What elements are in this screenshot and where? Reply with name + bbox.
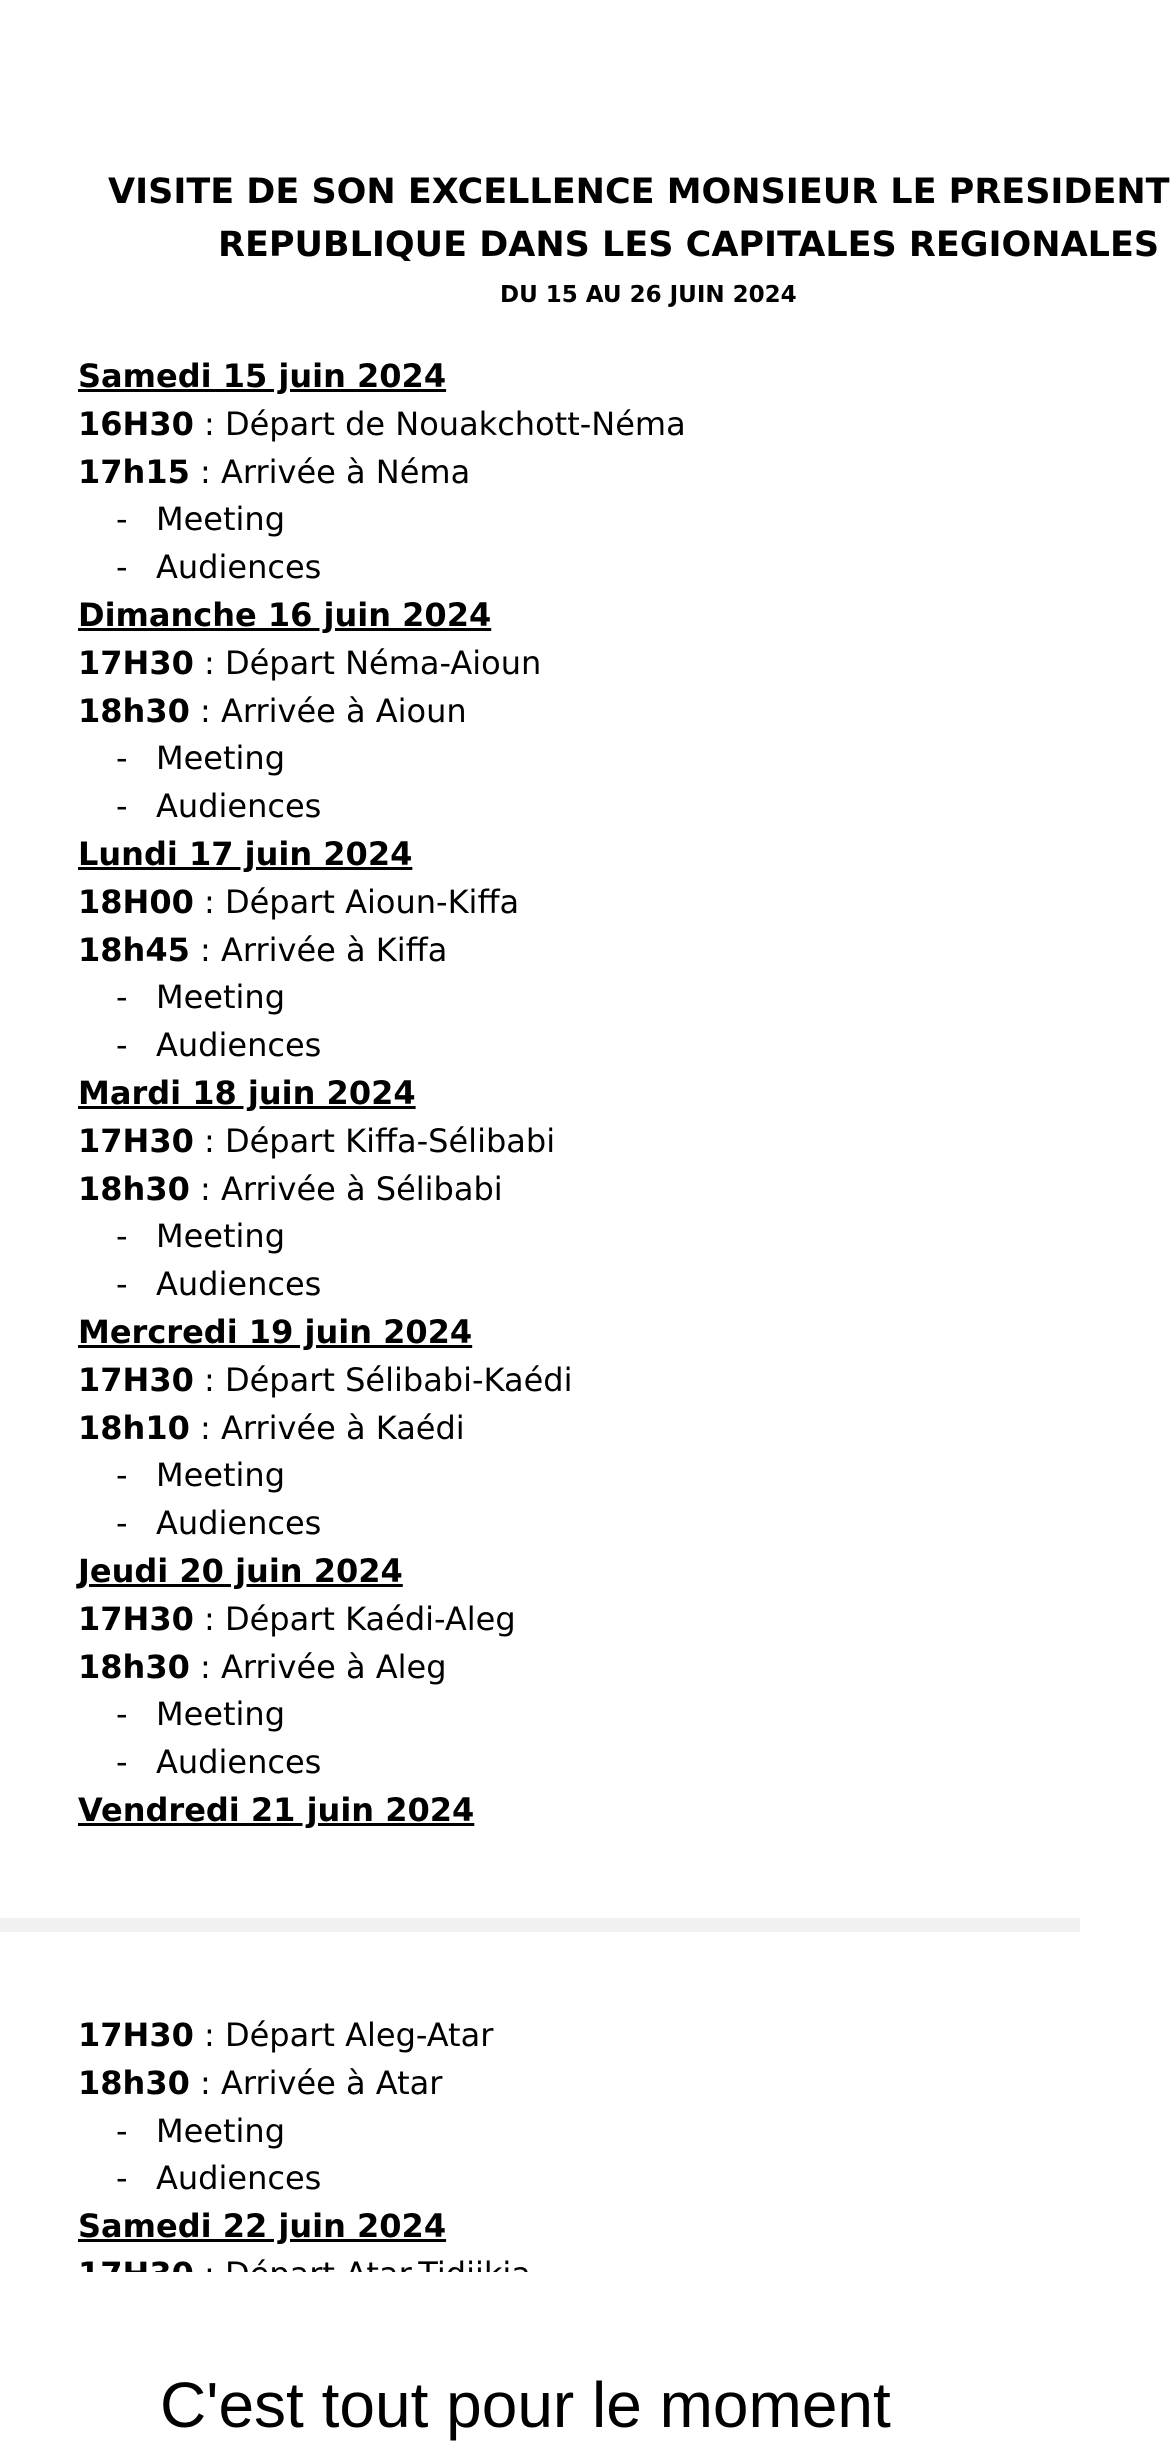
dash: - [116, 978, 128, 1017]
end-of-content-banner [0, 2272, 1080, 2441]
day-heading: Mardi 18 juin 2024 [78, 1073, 416, 1112]
departure-text: Départ Kiffa-Sélibabi [224, 1121, 556, 1160]
dash: - [116, 2159, 128, 2198]
departure-time: 17H30 [78, 1599, 194, 1638]
bullet-text: Audiences [156, 1504, 322, 1543]
arrival-text: Arrivée à Sélibabi [220, 1169, 503, 1208]
arrival-text: Arrivée à Kaédi [220, 1408, 465, 1447]
bullet-item [78, 1022, 1068, 1070]
bullet-item [78, 2108, 1068, 2156]
arrival-line [78, 1644, 1068, 1692]
separator: : [200, 1647, 211, 1686]
separator: : [200, 1169, 211, 1208]
departure-time: 17H30 [78, 643, 194, 682]
bullet-item [78, 1452, 1068, 1500]
departure-time: 17H30 [78, 2016, 194, 2054]
arrival-time: 18h30 [78, 1169, 190, 1208]
schedule-list [78, 353, 1068, 1835]
day-heading: Dimanche 16 juin 2024 [78, 595, 492, 634]
document-subtitle: DU 15 AU 26 JUIN 2024 [500, 282, 797, 308]
departure-line [78, 401, 1068, 449]
departure-line [78, 1118, 1068, 1166]
dash: - [116, 1217, 128, 1256]
departure-line [78, 1596, 1068, 1644]
dash: - [116, 1695, 128, 1734]
departure-text: Départ Néma-Aioun [224, 643, 542, 682]
arrival-line [78, 2060, 1068, 2108]
bullet-text: Audiences [156, 787, 322, 826]
separator: : [200, 2063, 211, 2102]
separator: : [204, 2016, 215, 2054]
bullet-text: Audiences [156, 1265, 322, 1304]
bullet-text: Meeting [156, 1217, 286, 1256]
bullet-item [78, 496, 1068, 544]
day-heading: Lundi 17 juin 2024 [78, 834, 413, 873]
day-heading: Vendredi 21 juin 2024 [78, 1790, 475, 1829]
page-separator [0, 1918, 1080, 1932]
bullet-item [78, 2155, 1068, 2203]
dash: - [116, 1265, 128, 1304]
separator: : [204, 404, 215, 443]
separator: : [200, 691, 211, 730]
departure-time: 17H30 [78, 1360, 194, 1399]
arrival-text: Arrivée à Kiffa [220, 930, 448, 969]
bullet-item [78, 974, 1068, 1022]
bullet-text: Audiences [156, 1026, 322, 1065]
bullet-item [78, 1500, 1068, 1548]
bullet-text: Audiences [156, 1743, 322, 1782]
arrival-text: Arrivée à Néma [220, 452, 471, 491]
dash: - [116, 787, 128, 826]
bullet-text: Meeting [156, 1456, 286, 1495]
day-heading: Samedi 15 juin 2024 [78, 357, 447, 395]
departure-time: 18H00 [78, 882, 194, 921]
end-of-content-text: C'est tout pour le moment [160, 2369, 891, 2441]
bullet-text: Audiences [156, 2159, 322, 2198]
departure-text: Départ Kaédi-Aleg [224, 1599, 516, 1638]
arrival-line [78, 1166, 1068, 1214]
day-heading: Samedi 22 juin 2024 [78, 2207, 447, 2246]
departure-line [78, 640, 1068, 688]
dash: - [116, 739, 128, 778]
bullet-text: Meeting [156, 978, 286, 1017]
bullet-text: Meeting [156, 500, 286, 539]
departure-text: Départ de Nouakchott-Néma [224, 404, 686, 443]
departure-line [78, 879, 1068, 927]
bullet-text: Audiences [156, 548, 322, 587]
document-title-line-1: VISITE DE SON EXCELLENCE MONSIEUR LE PRESIDENT [108, 172, 1170, 212]
arrival-text: Arrivée à Aioun [220, 691, 467, 730]
arrival-time: 18h45 [78, 930, 190, 969]
arrival-time: 18h30 [78, 691, 190, 730]
bullet-text: Meeting [156, 1695, 286, 1734]
departure-text: Départ Aioun-Kiffa [224, 882, 520, 921]
bullet-item [78, 544, 1068, 592]
departure-line [78, 1357, 1068, 1405]
arrival-text: Arrivée à Aleg [220, 1647, 447, 1686]
bullet-item [78, 735, 1068, 783]
dash: - [116, 2111, 128, 2150]
separator: : [200, 452, 211, 491]
day-heading: Mercredi 19 juin 2024 [78, 1312, 473, 1351]
dash: - [116, 548, 128, 587]
separator: : [204, 1360, 215, 1399]
departure-line [78, 2012, 1068, 2060]
bullet-item [78, 1739, 1068, 1787]
arrival-text: Arrivée à Atar [220, 2063, 443, 2102]
day-heading: Jeudi 20 juin 2024 [78, 1551, 403, 1590]
bullet-item [78, 783, 1068, 831]
bullet-item [78, 1691, 1068, 1739]
arrival-line [78, 1405, 1068, 1453]
separator: : [204, 1121, 215, 1160]
arrival-time: 18h10 [78, 1408, 190, 1447]
dash: - [116, 1743, 128, 1782]
arrival-line [78, 688, 1068, 736]
separator: : [204, 882, 215, 921]
arrival-time: 17h15 [78, 452, 190, 491]
separator: : [204, 1599, 215, 1638]
departure-text: Départ Aleg-Atar [224, 2016, 494, 2054]
schedule-list-continued [78, 2012, 1068, 2279]
document-page-2 [0, 1932, 1080, 2272]
dash: - [116, 1026, 128, 1065]
bullet-item [78, 1213, 1068, 1261]
arrival-time: 18h30 [78, 2063, 190, 2102]
dash: - [116, 500, 128, 539]
bullet-text: Meeting [156, 739, 286, 778]
separator: : [204, 643, 215, 682]
arrival-line [78, 449, 1068, 497]
arrival-time: 18h30 [78, 1647, 190, 1686]
separator: : [200, 930, 211, 969]
dash: - [116, 1456, 128, 1495]
arrival-line [78, 927, 1068, 975]
departure-time: 16H30 [78, 404, 194, 443]
document-title-line-2: REPUBLIQUE DANS LES CAPITALES REGIONALES [218, 225, 1160, 265]
separator: : [200, 1408, 211, 1447]
dash: - [116, 1504, 128, 1543]
bullet-item [78, 1261, 1068, 1309]
departure-time: 17H30 [78, 1121, 194, 1160]
departure-text: Départ Sélibabi-Kaédi [224, 1360, 573, 1399]
bullet-text: Meeting [156, 2111, 286, 2150]
